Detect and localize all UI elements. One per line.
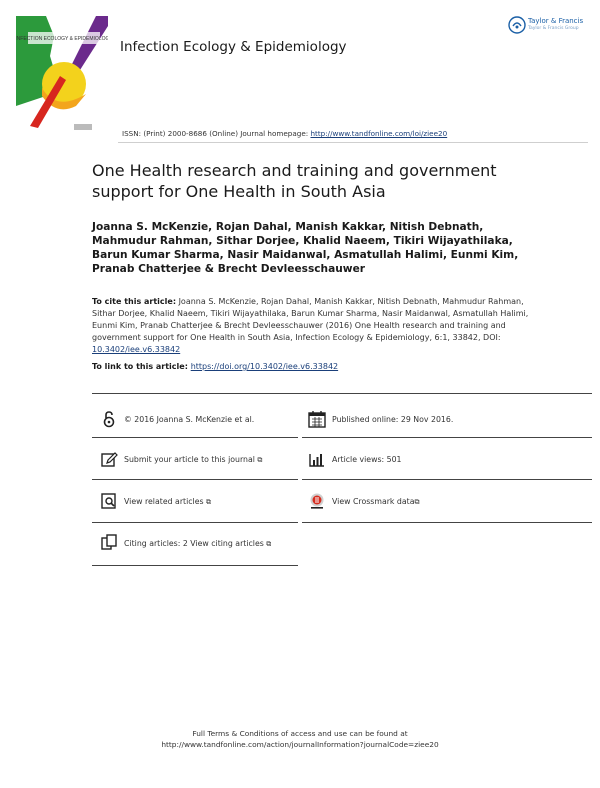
publisher-logo — [508, 16, 588, 38]
citing-articles-icon — [100, 533, 118, 551]
link-to-article — [92, 362, 338, 371]
external-link-icon: ⧉ — [257, 456, 263, 464]
external-link-icon: ⧉ — [266, 540, 272, 548]
journal-cover-image — [16, 16, 108, 138]
publisher-logo-icon — [508, 16, 526, 34]
copyright-text: © 2016 Joanna S. McKenzie et al. — [124, 415, 255, 424]
article-authors: Joanna S. McKenzie, Rojan Dahal, Manish Kakkar, Nitish Debnath, Mahmudur Rahman, Sithar Dorjee, Khalid Naeem, Tikiri Wijayathilaka, Barun Kumar Sharma, Nasir Maidanwal, Asmatullah Halimi, Eunmi Kim, Pranab Chatterjee & Brecht Devleesschauwer — [92, 221, 519, 275]
citation-text: Joanna S. McKenzie, Rojan Dahal, Manish Kakkar, Nitish Debnath, Mahmudur Rahman, Sithar Dorjee, Khalid Naeem, Tikiri Wijayathilaka, Barun Kumar Sharma, Nasir Maidanwal, Asmatullah Halimi, Eunmi Kim, Pranab Chatterjee & Brecht Devleesschauwer (2016) One Health research and training and government support for One Health in South Asia, Infection Ecology & Epidemiology, 6:1, 33842, DOI: — [92, 297, 529, 342]
cover-title-text: INFECTION ECOLOGY & EPIDEMIOLOGY — [16, 36, 108, 42]
footer-terms-url[interactable]: http://www.tandfonline.com/action/journalInformation?journalCode=ziee20 — [161, 740, 439, 749]
related-articles-label: View related articles — [124, 497, 204, 506]
footer-terms-text: Full Terms & Conditions of access and use can be found at — [192, 729, 408, 738]
info-divider — [302, 522, 592, 523]
info-divider — [302, 479, 592, 480]
citing-articles-link[interactable] — [124, 539, 271, 549]
crossmark-icon — [308, 492, 326, 510]
footer — [0, 728, 600, 750]
related-articles-link[interactable] — [124, 497, 211, 507]
bar-chart-icon — [308, 450, 326, 468]
info-top-divider — [92, 393, 592, 394]
info-divider — [92, 479, 298, 480]
published-date: Published online: 29 Nov 2016. — [332, 415, 454, 424]
open-access-lock-icon — [100, 410, 118, 428]
citation-block — [92, 296, 532, 356]
info-divider — [302, 437, 592, 438]
citation-doi-link[interactable]: 10.3402/iee.v6.33842 — [92, 345, 181, 354]
crossmark-link[interactable] — [332, 497, 420, 507]
issn-text: ISSN: (Print) 2000-8686 (Online) Journal homepage: — [122, 129, 311, 138]
header-divider — [118, 142, 588, 143]
article-doi-url-link[interactable]: https://doi.org/10.3402/iee.v6.33842 — [190, 362, 339, 371]
external-link-icon: ⧉ — [206, 498, 212, 506]
external-link-icon: ⧉ — [414, 498, 420, 506]
related-articles-icon — [100, 492, 118, 510]
info-divider — [92, 437, 298, 438]
submit-article-link[interactable] — [124, 455, 262, 465]
citing-articles-label: Citing articles: 2 View citing articles — [124, 539, 264, 548]
citation-label: To cite this article: — [92, 297, 177, 306]
article-title: One Health research and training and government support for One Health in South Asia — [92, 161, 497, 201]
info-divider — [92, 565, 298, 566]
publisher-logo-subtext: Taylor & Francis Group — [528, 26, 579, 31]
submit-article-label: Submit your article to this journal — [124, 455, 255, 464]
calendar-icon — [308, 410, 326, 428]
info-divider — [92, 522, 298, 523]
journal-title: Infection Ecology & Epidemiology — [120, 39, 347, 55]
publisher-logo-text: Taylor & Francis — [528, 17, 584, 25]
journal-homepage-link[interactable]: http://www.tandfonline.com/loi/ziee20 — [310, 129, 448, 138]
issn-line — [122, 129, 447, 138]
link-to-label: To link to this article: — [92, 362, 191, 371]
crossmark-label: View Crossmark data — [332, 497, 415, 506]
edit-pencil-icon — [100, 450, 118, 468]
article-views: Article views: 501 — [332, 455, 402, 464]
